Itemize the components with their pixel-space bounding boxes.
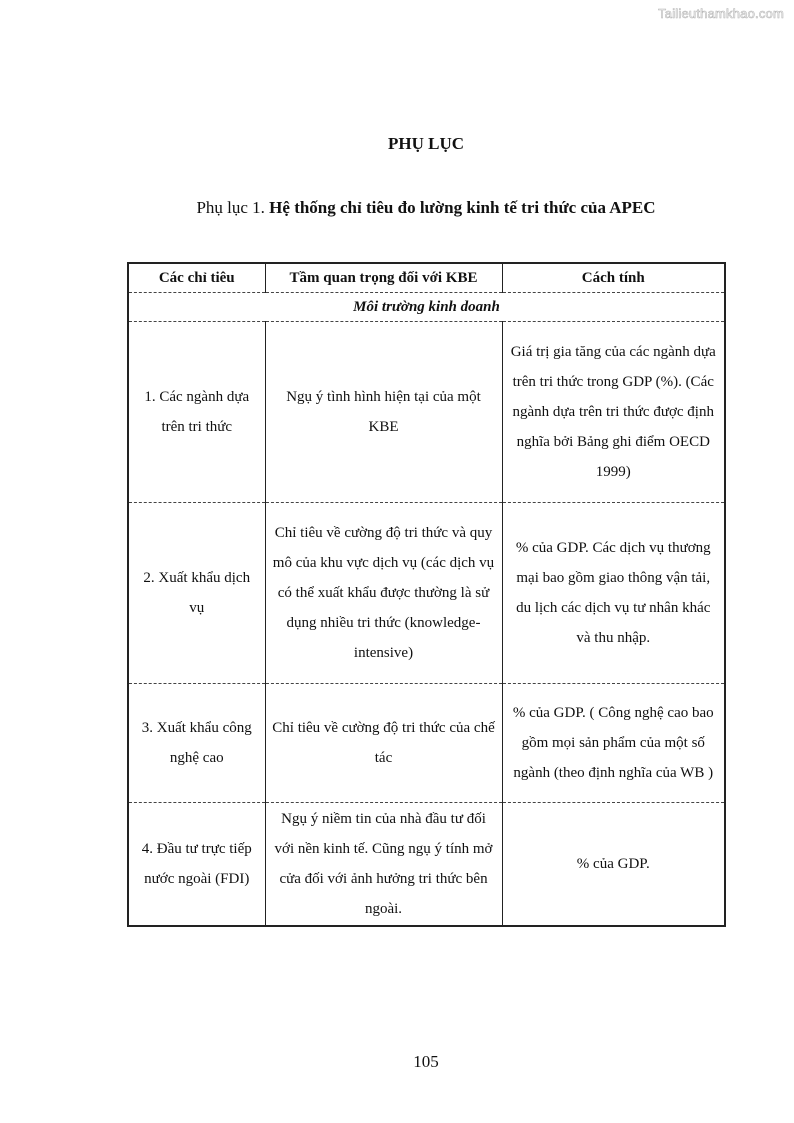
cell-indicator: 3. Xuất khẩu công nghệ cao — [128, 684, 265, 803]
table-row — [128, 322, 725, 503]
table-header-row — [128, 263, 725, 293]
cell-calculation: Giá trị gia tăng của các ngành dựa trên tri thức trong GDP (%). (Các ngành dựa trên tri thức được định nghĩa bởi Bảng ghi điểm OECD 1999) — [502, 322, 725, 503]
caption-title: Hệ thống chỉ tiêu đo lường kinh tế tri thức của APEC — [269, 198, 656, 217]
cell-calculation: % của GDP. — [502, 803, 725, 927]
header-indicator: Các chỉ tiêu — [128, 263, 265, 293]
cell-importance: Chỉ tiêu về cường độ tri thức và quy mô của khu vực dịch vụ (các dịch vụ có thể xuất khẩu được thường là sử dụng nhiều tri thức (knowledge-intensive) — [265, 503, 502, 684]
cell-calculation: % của GDP. ( Công nghệ cao bao gồm mọi sản phẩm của một số ngành (theo định nghĩa của WB ) — [502, 684, 725, 803]
apec-indicator-table — [127, 262, 726, 927]
group-row — [128, 293, 725, 322]
table-row — [128, 803, 725, 927]
table-caption — [0, 198, 794, 218]
table-row — [128, 503, 725, 684]
table-row — [128, 684, 725, 803]
section-title: PHỤ LỤC — [387, 134, 465, 153]
header-importance: Tầm quan trọng đối với KBE — [265, 263, 502, 293]
cell-indicator: 1. Các ngành dựa trên tri thức — [128, 322, 265, 503]
cell-importance: Ngụ ý tình hình hiện tại của một KBE — [265, 322, 502, 503]
cell-importance: Ngụ ý niềm tin của nhà đầu tư đối với nền kinh tế. Cũng ngụ ý tính mở cửa đối với ảnh hưởng tri thức bên ngoài. — [265, 803, 502, 927]
watermark: Tailieuthamkhao.com — [658, 6, 784, 21]
cell-calculation: % của GDP. Các dịch vụ thương mại bao gồm giao thông vận tải, du lịch các dịch vụ tư nhân khác và thu nhập. — [502, 503, 725, 684]
cell-indicator: 4. Đầu tư trực tiếp nước ngoài (FDI) — [128, 803, 265, 927]
caption-prefix: Phụ lục 1. — [196, 198, 270, 217]
group-label: Môi trường kinh doanh — [128, 293, 725, 322]
header-calculation: Cách tính — [502, 263, 725, 293]
cell-indicator: 2. Xuất khẩu dịch vụ — [128, 503, 265, 684]
page-number: 105 — [413, 1052, 439, 1071]
cell-importance: Chỉ tiêu về cường độ tri thức của chế tác — [265, 684, 502, 803]
